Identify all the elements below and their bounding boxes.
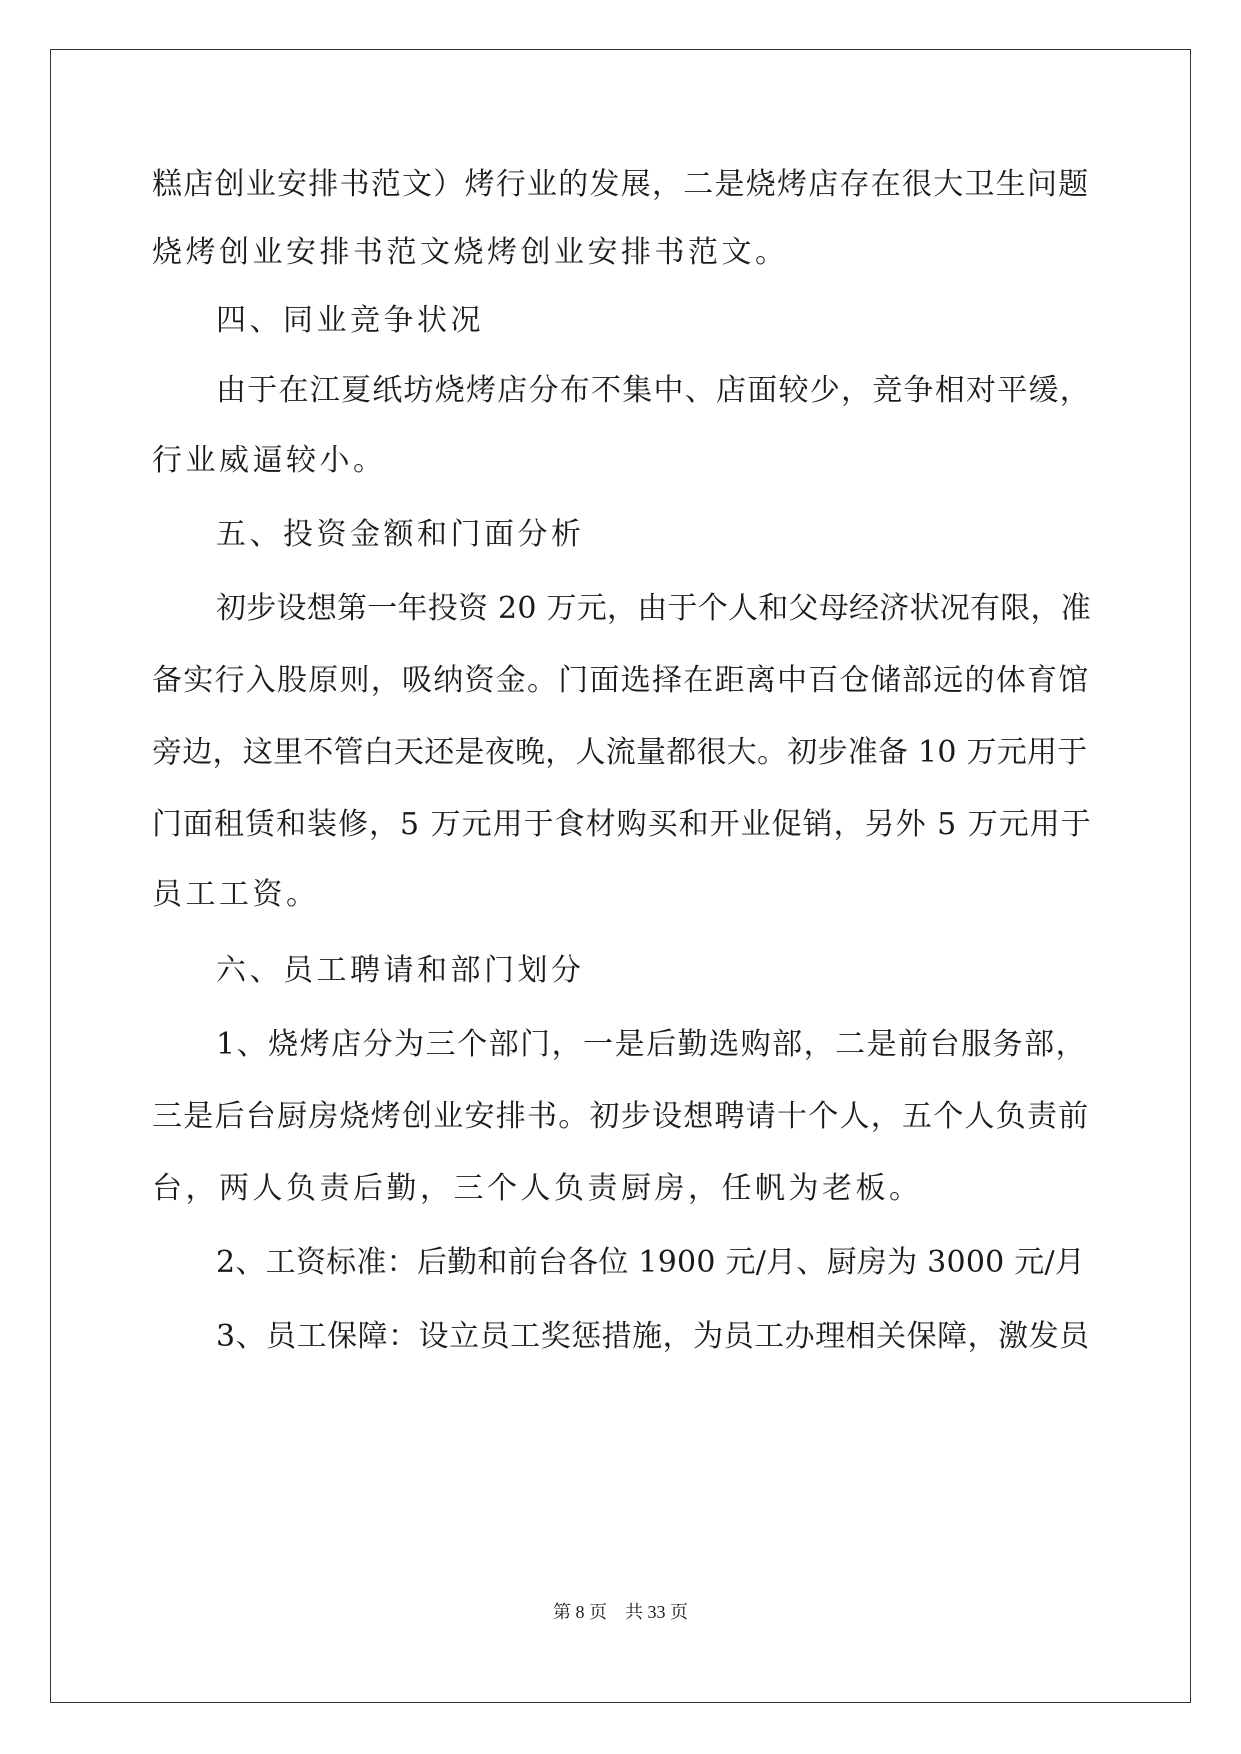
text-line: 2、工资标准：后勤和前台各位 1900 元/月、厨房为 3000 元/月 <box>216 1245 1086 1280</box>
section-heading: 四、同业竞争状况 <box>216 303 484 338</box>
text-line: 门面租赁和装修，5 万元用于食材购买和开业促销，另外 5 万元用于 <box>152 807 1092 842</box>
text-line: 糕店创业安排书范文）烤行业的发展，二是烧烤店存在很大卫生问题 <box>152 167 1090 202</box>
text-line: 备实行入股原则，吸纳资金。门面选择在距离中百仓储部远的体育馆 <box>152 663 1090 698</box>
text-line: 三是后台厨房烧烤创业安排书。初步设想聘请十个人，五个人负责前 <box>152 1099 1090 1134</box>
text-line: 3、员工保障：设立员工奖惩措施，为员工办理相关保障，激发员 <box>216 1319 1090 1354</box>
text-line: 员工工资。 <box>152 877 320 912</box>
text-line: 烧烤创业安排书范文烧烤创业安排书范文。 <box>152 235 789 270</box>
text-line: 1、烧烤店分为三个部门，一是后勤选购部，二是前台服务部， <box>216 1027 1088 1062</box>
page-number: 第 8 页 <box>553 1602 607 1622</box>
text-line: 台，两人负责后勤，三个人负责厨房，任帆为老板。 <box>152 1171 923 1206</box>
text-line: 行业威逼较小。 <box>152 443 387 478</box>
text-line: 初步设想第一年投资 20 万元，由于个人和父母经济状况有限，准 <box>216 591 1091 626</box>
section-heading: 六、员工聘请和部门划分 <box>216 953 585 988</box>
page-footer <box>0 1598 1241 1624</box>
text-line: 旁边，这里不管白天还是夜晚，人流量都很大。初步准备 10 万元用于 <box>152 735 1088 770</box>
text-line: 由于在江夏纸坊烧烤店分布不集中、店面较少，竞争相对平缓， <box>216 373 1091 408</box>
section-heading: 五、投资金额和门面分析 <box>216 517 585 552</box>
page-total: 共 33 页 <box>625 1602 688 1622</box>
